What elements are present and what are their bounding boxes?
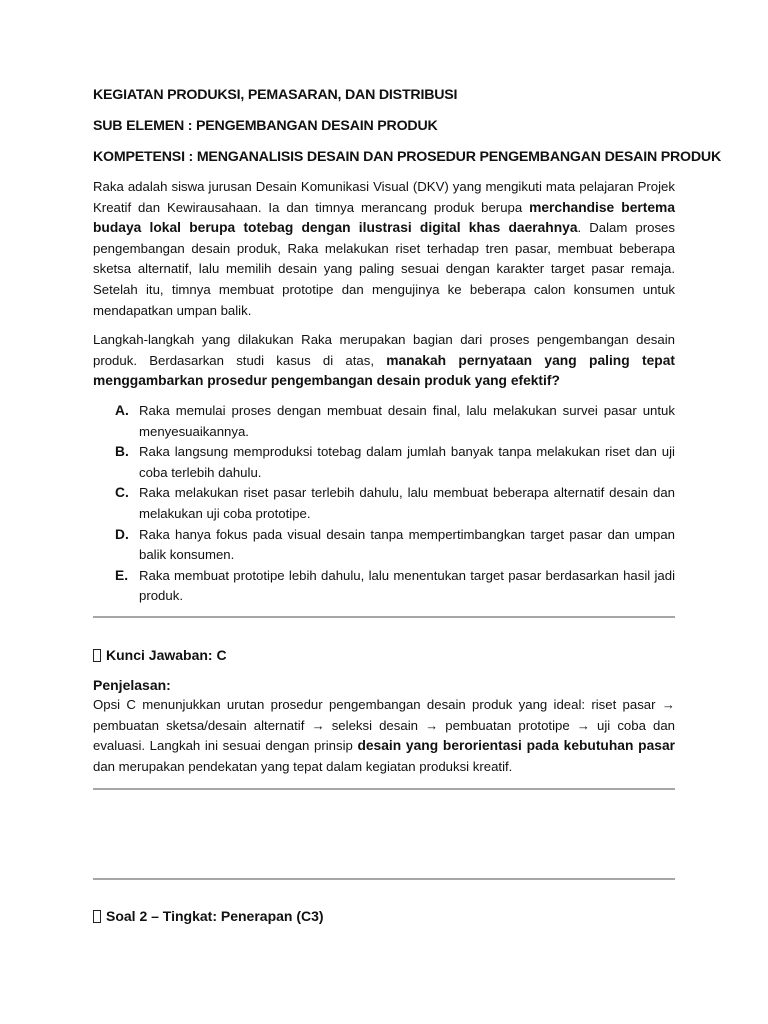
option-letter: B. [115,444,129,460]
case-text-1: Raka adalah siswa jurusan Desain Komunikasi Visual (DKV) yang mengikuti mata pelajaran Projek Kreatif dan Kewirausahaan. Ia dan timnya merancang produk berupa [93,179,675,215]
option-text: Raka membuat prototipe lebih dahulu, lalu menentukan target pasar berdasarkan hasil jadi produk. [139,567,675,604]
heading-sub-elemen: SUB ELEMEN : PENGEMBANGAN DESAIN PRODUK [93,118,438,134]
explanation-text-2: dan merupakan pendekatan yang tepat dalam kegiatan produksi kreatif. [93,758,513,774]
question-section [93,86,722,607]
answer-key-label: Kunci Jawaban: C [106,647,227,663]
divider-2 [93,788,675,790]
next-question-label: Soal 2 – Tingkat: Penerapan (C3) [106,908,324,924]
explanation-paragraph [93,695,675,777]
option-text: Raka melakukan riset pasar terlebih dahulu, lalu membuat beberapa alternatif desain dan melakukan uji coba prototipe. [139,485,675,521]
case-study-paragraph [93,177,675,321]
option-letter: C. [115,485,129,501]
next-question-heading [93,906,324,926]
option-b [93,442,675,483]
option-letter: E. [115,567,129,583]
option-a [93,401,675,442]
option-d [93,525,675,566]
option-letter: A. [115,402,129,418]
explanation-text-1: Opsi C menunjukkan urutan prosedur pengembangan desain produk yang ideal: riset pasar → pembuatan sketsa/desain alternatif → seleksi desain → pembuatan prototipe → uji coba dan evaluasi. Langkah ini sesuai dengan prinsip [93,697,675,754]
answer-key [93,645,227,665]
divider-3 [93,878,675,880]
heading-kegiatan: KEGIATAN PRODUKSI, PEMASARAN, DAN DISTRIBUSI [93,87,458,103]
missing-glyph-icon [93,649,101,662]
question-paragraph [93,330,675,392]
option-c [93,483,675,524]
option-text: Raka hanya fokus pada visual desain tanpa mempertimbangkan target pasar dan umpan balik konsumen. [139,526,675,563]
option-text: Raka langsung memproduksi totebag dalam jumlah banyak tanpa melakukan riset dan uji coba terlebih dahulu. [139,444,675,480]
explanation-title: Penjelasan: [93,677,171,693]
question-text: Langkah-langkah yang dilakukan Raka merupakan bagian dari proses pengembangan desain produk. Berdasarkan studi kasus di atas, [93,332,675,368]
answer-options [93,401,675,607]
heading-kompetensi: KOMPETENSI : MENGANALISIS DESAIN DAN PROSEDUR PENGEMBANGAN DESAIN PRODUK [93,149,722,165]
option-e [93,566,675,607]
case-text-2: . Dalam proses pengembangan desain produk, Raka melakukan riset terhadap tren pasar, membuat beberapa sketsa alternatif, lalu memilih desain yang paling sesuai dengan karakter target pasar remaja. Setelah itu, timnya membuat prototipe dan mengujinya ke beberapa calon konsumen untuk mendapatkan umpan balik. [93,220,675,318]
missing-glyph-icon [93,910,101,923]
explanation-text-bold: desain yang berorientasi pada kebutuhan pasar [357,738,675,754]
option-text: Raka memulai proses dengan membuat desain final, lalu melakukan survei pasar untuk menyesuaikannya. [139,402,675,439]
divider-1 [93,616,675,618]
question-text-bold: manakah pernyataan yang paling tepat menggambarkan prosedur pengembangan desain produk yang efektif? [93,352,675,389]
option-letter: D. [115,526,129,542]
case-text-bold: merchandise bertema budaya lokal berupa totebag dengan ilustrasi digital khas daerahnya [93,199,675,236]
explanation-section [93,675,675,777]
